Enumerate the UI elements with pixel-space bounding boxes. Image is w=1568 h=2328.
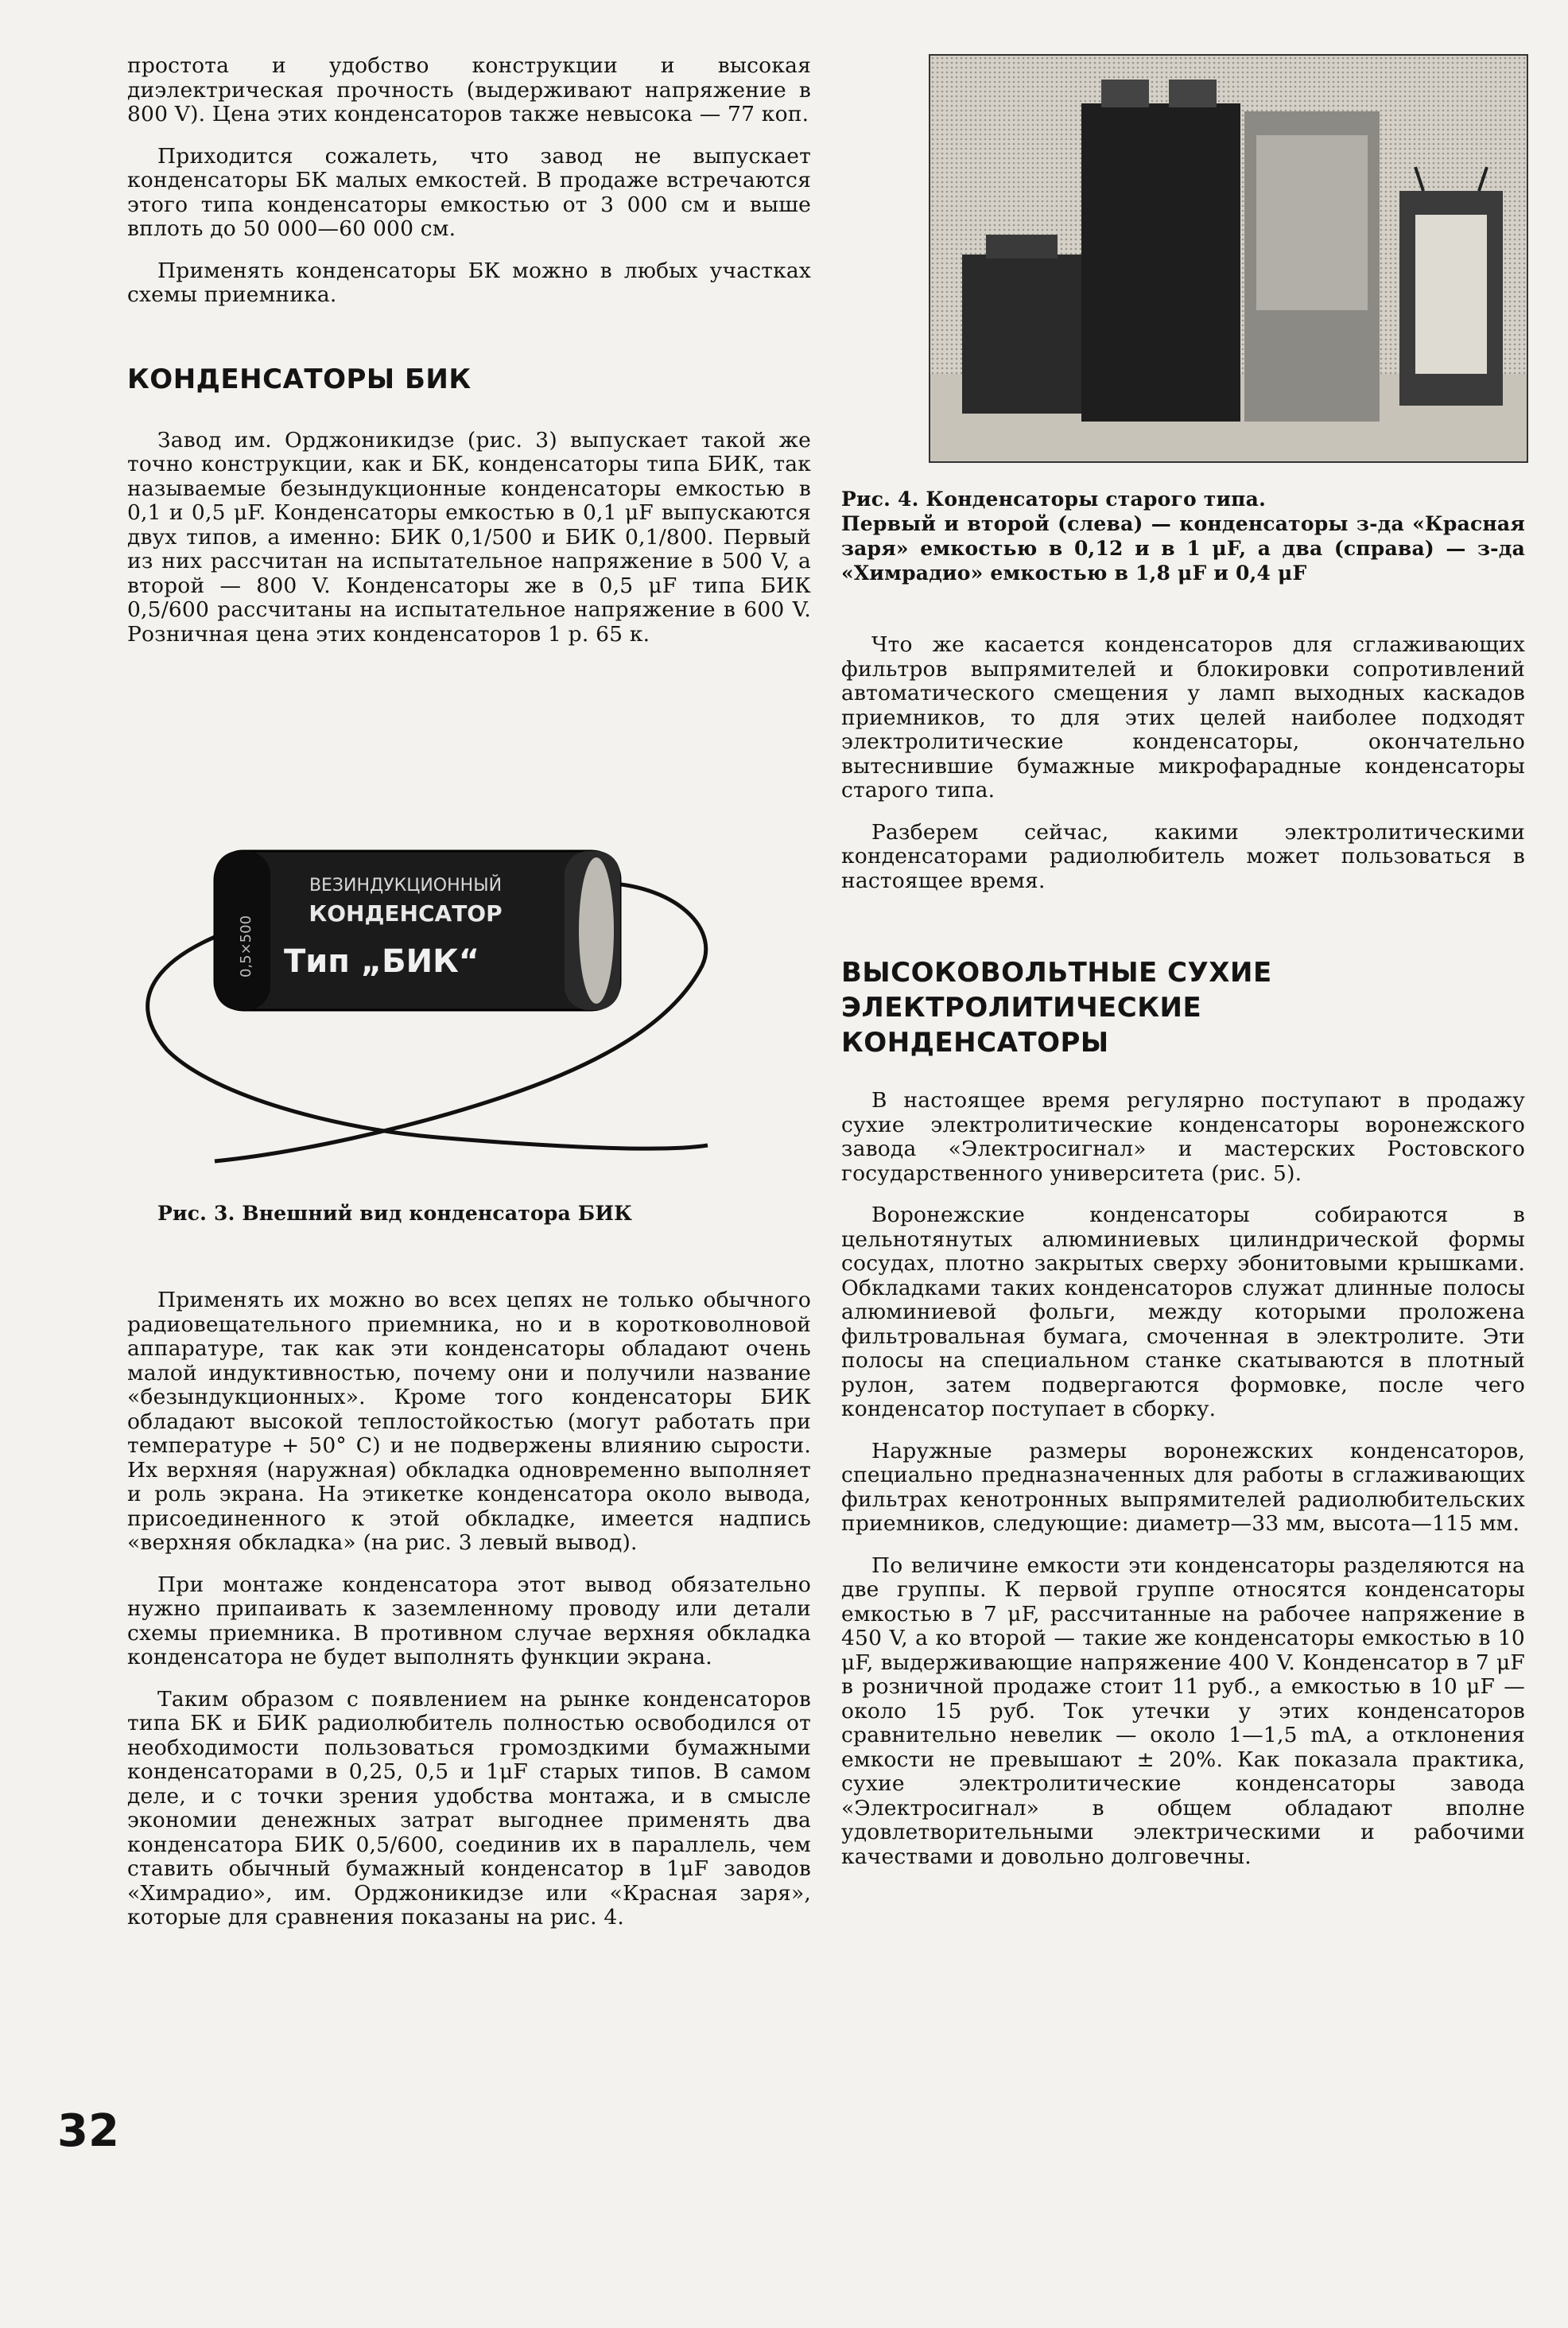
right-column [841, 487, 1525, 1887]
paragraph: При монтаже конденсатора этот вывод обязательно нужно припаивать к заземленному проводу или детали схемы приемника. В противном случае верхняя обкладка конденсатора не будет выполнять функции экрана. [127, 1572, 811, 1669]
page-number: 32 [57, 2105, 119, 2157]
fig3-label-1: ВЕЗИНДУКЦИОННЫЙ [309, 876, 503, 896]
paragraph: Что же касается конденсаторов для сглаживающих фильтров выпрямителей и блокировки сопротивлений автоматического смещения у ламп выходных каскадов приемников, то для этих целей наиболее подходят электролитические конденсаторы, окончательно вытеснившие бумажные микрофарадные конденсаторы старого типа. [841, 632, 1525, 803]
paragraph: Применять их можно во всех цепях не только обычного радиовещательного приемника, но и в коротковолновой аппаратуре, так как эти конденсаторы обладают очень малой индуктивностью, почему они и получили название «безындукционных». Кроме того конденсаторы БИК обладают высокой теплостойкостью (могут работать при температуре + 50° С) и не подвержены влиянию сырости. Их верхняя (наружная) обкладка одновременно выполняет и роль экрана. На этикетке конденсатора около вывода, присоединенного к этой обкладке, имеется надпись «верхняя обкладка» (на рис. 3 левый вывод). [127, 1288, 811, 1555]
paragraph: Воронежские конденсаторы собираются в цельнотянутых алюминиевых цилиндрической формы сосудах, плотно закрытых сверху эбонитовыми крышками. Обкладками таких конденсаторов служат длинные полосы алюминиевой фольги, между которыми проложена фильтровальная бумага, смоченная в электролите. Эти полосы на специальном станке скатываются в плотный рулон, затем подвергаются формовке, после чего конденсатор поступает в сборку. [841, 1203, 1525, 1421]
paragraph: По величине емкости эти конденсаторы разделяются на две группы. К первой группе относятся конденсаторы емкостью в 7 μF, рассчитанные на рабочее напряжение в 450 V, а ко второй — такие же конденсаторы емкостью в 10 μF, выдерживающие напряжение 400 V. Конденсатор в 7 μF в розничной продаже стоит 11 руб., а емкостью в 10 μF — около 15 руб. Ток утечки у этих конденсаторов сравнительно невелик — около 1—1,5 mA, а отклонения емкости не превышают ± 20%. Как показала практика, сухие электролитические конденсаторы завода «Электросигнал» в общем обладают вполне удовлетворительными электрическими и рабочими качествами и довольно долговечны. [841, 1553, 1525, 1869]
paragraph: Разберем сейчас, какими электролитическими конденсаторами радиолюбитель может пользоваться в настоящее время. [841, 819, 1525, 893]
figure-3 [119, 835, 724, 1193]
paragraph: Завод им. Орджоникидзе (рис. 3) выпускает такой же точно конструкции, как и БК, конденсаторы типа БИК, так называемые безындукционные конденсаторы емкостью в 0,1 и 0,5 μF. Конденсаторы емкостью в 0,1 μF выпускаются двух типов, а именно: БИК 0,1/500 и БИК 0,1/800. Первый из них рассчитан на испытательное напряжение в 500 V, а второй — 800 V. Конденсаторы же в 0,5 μF типа БИК 0,5/600 рассчитаны на испытательное напряжение в 600 V. Розничная цена этих конденсаторов 1 р. 65 к. [127, 427, 811, 647]
capacitor-illustration [119, 835, 724, 1193]
figure-4-photo [929, 54, 1528, 463]
figure-caption: Рис. 3. Внешний вид конденсатора БИК [157, 1202, 633, 1225]
section-heading-line-2: ЭЛЕКТРОЛИТИЧЕСКИЕ [841, 992, 1202, 1024]
paragraph: Приходится сожалеть, что завод не выпускает конденсаторы БК малых емкостей. В продаже встречаются этого типа конденсаторы емкостью от 3 000 см и выше вплоть до 50 000—60 000 см. [127, 143, 811, 241]
old-capacitors-photo [930, 56, 1527, 461]
paragraph: простота и удобство конструкции и высокая диэлектрическая прочность (выдерживают напряжение в 800 V). Цена этих конденсаторов также невысока — 77 коп. [127, 53, 811, 126]
left-column-lower [127, 1288, 811, 1948]
paragraph: Таким образом с появлением на рынке конденсаторов типа БК и БИК радиолюбитель полностью освободился от необходимости пользоваться громоздкими бумажными конденсаторами в 0,25, 0,5 и 1μF старых типов. В самом деле, и с точки зрения удобства монтажа, и в смысле экономии денежных затрат выгоднее применять два конденсатора БИК 0,5/600, соединив их в параллель, чем ставить обычный бумажный конденсатор в 1μF заводов «Химрадио», им. Орджоникидзе или «Красная заря», которые для сравнения показаны на рис. 4. [127, 1686, 811, 1930]
fig4-caption-body: Первый и второй (слева) — конденсаторы з-да «Красная заря» емкостью в 0,12 и в 1 μF, а два (справа) — з-да «Химрадио» емкостью в 1,8 μF и 0,4 μF [841, 512, 1525, 585]
fig3-side-label: 0,5×500 [238, 915, 254, 978]
paragraph: Наружные размеры воронежских конденсаторов, специально предназначенных для работы в сглаживающих фильтрах кенотронных выпрямителей радиолюбительских приемников, следующие: диаметр—33 мм, высота—115 мм. [841, 1438, 1525, 1536]
left-column [127, 54, 811, 664]
section-heading-line-1: ВЫСОКОВОЛЬТНЫЕ СУХИЕ [841, 957, 1272, 989]
fig3-caption-block [127, 1201, 811, 1226]
paragraph: Применять конденсаторы БК можно в любых участках схемы приемника. [127, 258, 811, 307]
paragraph: В настоящее время регулярно поступают в продажу сухие электролитические конденсаторы воронежского завода «Электросигнал» и мастерских Ростовского государственного университета (рис. 5). [841, 1088, 1525, 1186]
fig4-caption-title: Рис. 4. Конденсаторы старого типа. [841, 488, 1266, 511]
section-heading-line-3: КОНДЕНСАТОРЫ [841, 1027, 1109, 1059]
section-heading: КОНДЕНСАТОРЫ БИК [127, 363, 472, 395]
fig3-label-2: КОНДЕНСАТОР [309, 900, 503, 927]
fig3-label-3: Тип „БИК“ [283, 943, 480, 980]
